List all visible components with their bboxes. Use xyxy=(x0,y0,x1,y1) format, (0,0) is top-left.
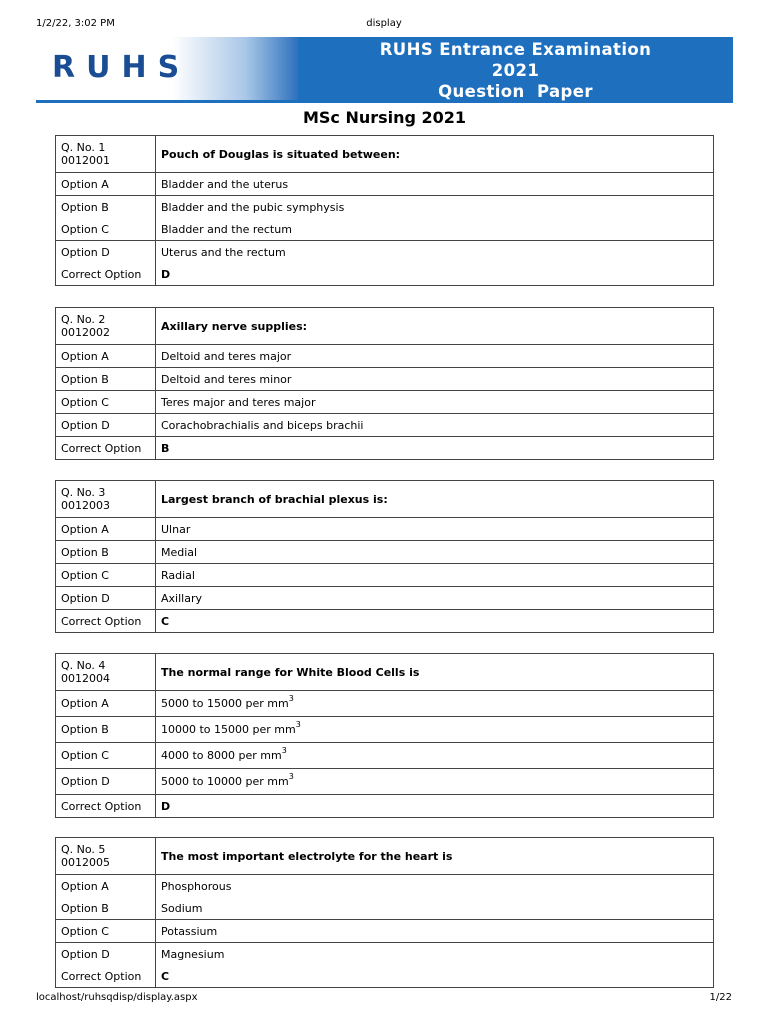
option-text: Radial xyxy=(156,564,714,587)
option-text: Bladder and the pubic symphysis xyxy=(156,196,714,219)
question-number: Q. No. 3 xyxy=(61,486,106,499)
option-label: Option C xyxy=(56,564,156,587)
question-number-cell xyxy=(56,654,156,691)
correct-option-row xyxy=(56,795,714,818)
print-header xyxy=(36,18,732,32)
option-text: Bladder and the rectum xyxy=(156,218,714,241)
option-label: Option D xyxy=(56,943,156,966)
option-row-a xyxy=(56,173,714,196)
option-text: 10000 to 15000 per mm xyxy=(161,723,296,736)
option-row-a xyxy=(56,518,714,541)
option-row-b xyxy=(56,897,714,920)
question-number: Q. No. 5 xyxy=(61,843,106,856)
question-row xyxy=(56,654,714,691)
option-row-b xyxy=(56,541,714,564)
ruhs-logo: RUHS xyxy=(52,50,191,85)
option-row-c xyxy=(56,920,714,943)
option-text: Deltoid and teres major xyxy=(156,345,714,368)
question-text: The normal range for White Blood Cells is xyxy=(156,654,714,691)
question-number: Q. No. 2 xyxy=(61,313,106,326)
option-text: 5000 to 15000 per mm xyxy=(161,697,289,710)
option-label: Option B xyxy=(56,717,156,743)
option-row-d xyxy=(56,943,714,966)
option-label: Option B xyxy=(56,368,156,391)
option-label: Option C xyxy=(56,920,156,943)
question-number-cell xyxy=(56,308,156,345)
option-text: Ulnar xyxy=(156,518,714,541)
option-label: Option D xyxy=(56,587,156,610)
option-label: Option D xyxy=(56,241,156,264)
option-text: Medial xyxy=(156,541,714,564)
option-row-b xyxy=(56,717,714,743)
question-table xyxy=(55,135,714,286)
print-footer xyxy=(36,992,732,1006)
question-code: 0012002 xyxy=(61,326,110,339)
option-label: Option C xyxy=(56,218,156,241)
option-label: Option D xyxy=(56,414,156,437)
question-code: 0012005 xyxy=(61,856,110,869)
question-number: Q. No. 1 xyxy=(61,141,106,154)
correct-option-label: Correct Option xyxy=(56,965,156,988)
option-label: Option A xyxy=(56,345,156,368)
correct-option-label: Correct Option xyxy=(56,263,156,286)
question-table xyxy=(55,307,714,460)
question-text: The most important electrolyte for the heart is xyxy=(156,838,714,875)
option-text: Corachobrachialis and biceps brachii xyxy=(156,414,714,437)
print-url: localhost/ruhsqdisp/display.aspx xyxy=(36,992,198,1003)
option-row-d xyxy=(56,241,714,264)
option-row-b xyxy=(56,196,714,219)
banner-title-panel xyxy=(298,37,733,103)
correct-option-row xyxy=(56,437,714,460)
print-title: display xyxy=(366,18,402,29)
correct-option-value: B xyxy=(156,437,714,460)
question-code: 0012001 xyxy=(61,154,110,167)
option-text: Teres major and teres major xyxy=(156,391,714,414)
option-label: Option B xyxy=(56,541,156,564)
option-label: Option C xyxy=(56,743,156,769)
option-label: Option D xyxy=(56,769,156,795)
option-text: Uterus and the rectum xyxy=(156,241,714,264)
correct-option-row xyxy=(56,263,714,286)
print-datetime: 1/2/22, 3:02 PM xyxy=(36,18,115,29)
option-text-cell xyxy=(156,769,714,795)
question-number-cell xyxy=(56,136,156,173)
question-number-cell xyxy=(56,838,156,875)
banner-underline xyxy=(36,100,298,103)
banner-line-1: RUHS Entrance Examination xyxy=(379,40,652,59)
option-text: 5000 to 10000 per mm xyxy=(161,775,289,788)
question-text: Pouch of Douglas is situated between: xyxy=(156,136,714,173)
option-label: Option A xyxy=(56,518,156,541)
question-text: Largest branch of brachial plexus is: xyxy=(156,481,714,518)
option-row-d xyxy=(56,414,714,437)
option-row-c xyxy=(56,743,714,769)
option-row-d xyxy=(56,587,714,610)
banner-logo-panel xyxy=(36,37,298,100)
option-text: 4000 to 8000 per mm xyxy=(161,749,282,762)
paper-title: MSc Nursing 2021 xyxy=(302,108,467,127)
option-label: Option B xyxy=(56,196,156,219)
question-row xyxy=(56,308,714,345)
option-label: Option A xyxy=(56,691,156,717)
option-text-cell xyxy=(156,717,714,743)
print-page-number: 1/22 xyxy=(709,992,732,1003)
question-text: Axillary nerve supplies: xyxy=(156,308,714,345)
option-label: Option C xyxy=(56,391,156,414)
correct-option-value: D xyxy=(156,795,714,818)
option-text: Sodium xyxy=(156,897,714,920)
option-text-cell xyxy=(156,743,714,769)
option-text: Potassium xyxy=(156,920,714,943)
option-text: Bladder and the uterus xyxy=(156,173,714,196)
option-row-c xyxy=(56,564,714,587)
question-number: Q. No. 4 xyxy=(61,659,106,672)
question-code: 0012004 xyxy=(61,672,110,685)
correct-option-row xyxy=(56,965,714,988)
question-row xyxy=(56,838,714,875)
correct-option-label: Correct Option xyxy=(56,795,156,818)
banner-line-2: 2021 xyxy=(491,61,540,80)
option-row-a xyxy=(56,875,714,898)
question-code: 0012003 xyxy=(61,499,110,512)
unit-superscript: 3 xyxy=(288,694,294,703)
correct-option-label: Correct Option xyxy=(56,610,156,633)
question-table xyxy=(55,480,714,633)
option-row-a xyxy=(56,691,714,717)
question-row xyxy=(56,136,714,173)
option-row-c xyxy=(56,391,714,414)
banner-line-3: Question Paper xyxy=(438,82,593,101)
option-row-a xyxy=(56,345,714,368)
correct-option-value: D xyxy=(156,263,714,286)
correct-option-value: C xyxy=(156,610,714,633)
correct-option-row xyxy=(56,610,714,633)
question-number-cell xyxy=(56,481,156,518)
option-text: Deltoid and teres minor xyxy=(156,368,714,391)
option-text: Axillary xyxy=(156,587,714,610)
question-row xyxy=(56,481,714,518)
option-row-b xyxy=(56,368,714,391)
option-row-c xyxy=(56,218,714,241)
option-text-cell xyxy=(156,691,714,717)
question-table xyxy=(55,653,714,818)
option-label: Option B xyxy=(56,897,156,920)
exam-banner xyxy=(36,37,733,103)
correct-option-label: Correct Option xyxy=(56,437,156,460)
correct-option-value: C xyxy=(156,965,714,988)
option-text: Phosphorous xyxy=(156,875,714,898)
option-row-d xyxy=(56,769,714,795)
unit-superscript: 3 xyxy=(295,720,301,729)
option-text: Magnesium xyxy=(156,943,714,966)
question-table xyxy=(55,837,714,988)
unit-superscript: 3 xyxy=(288,772,294,781)
option-label: Option A xyxy=(56,875,156,898)
unit-superscript: 3 xyxy=(281,746,287,755)
option-label: Option A xyxy=(56,173,156,196)
